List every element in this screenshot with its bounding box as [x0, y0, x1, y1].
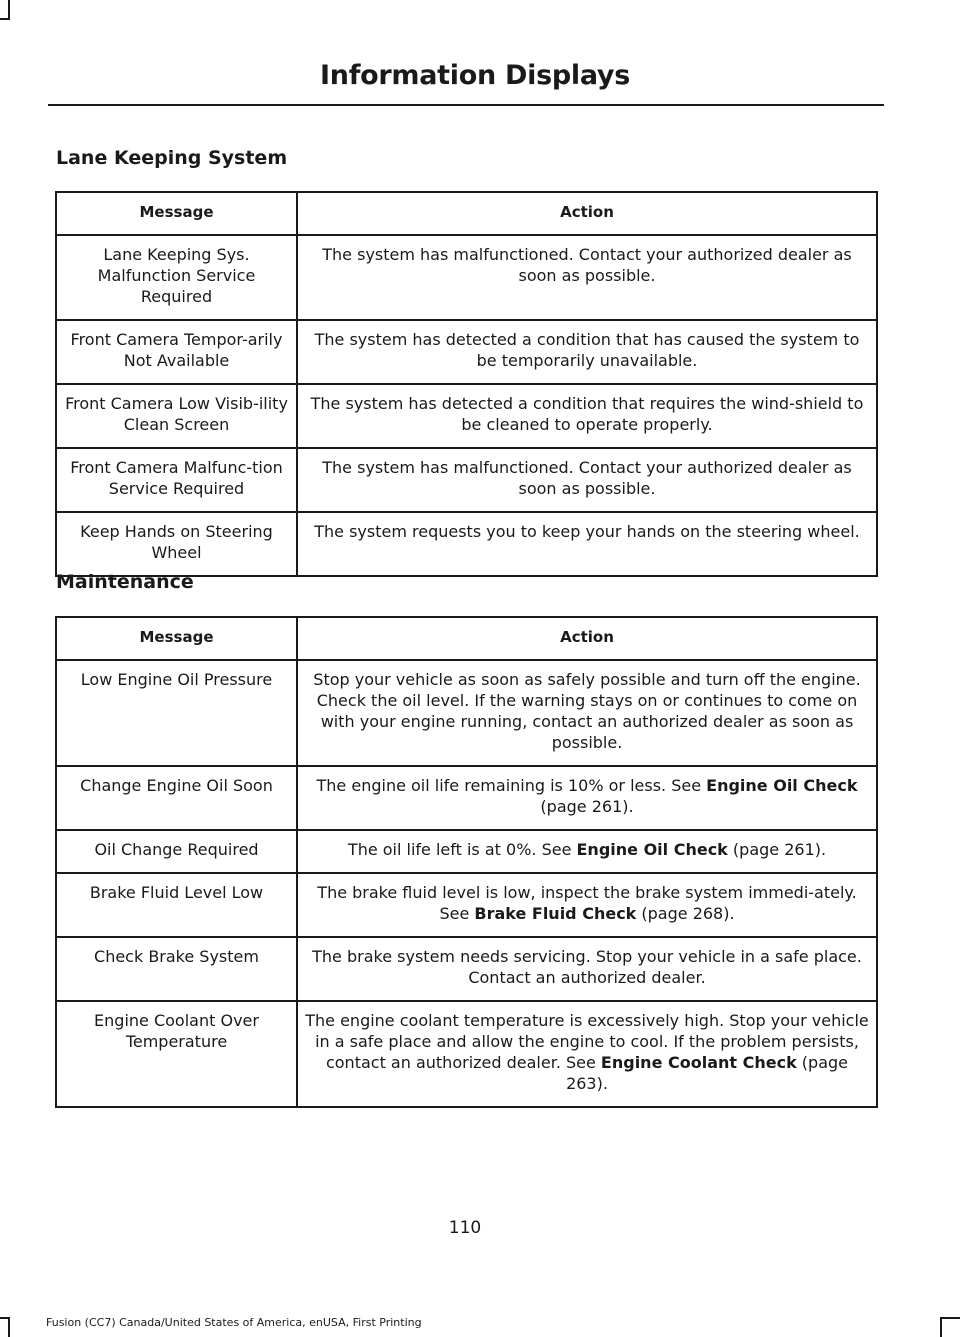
action-cell: The system has malfunctioned. Contact your authorized dealer as soon as possible.: [297, 235, 877, 320]
message-cell: Engine Coolant Over Temperature: [56, 1001, 297, 1107]
maintenance-table: [55, 616, 878, 1108]
message-cell: Check Brake System: [56, 937, 297, 1001]
table-row: [56, 830, 877, 873]
crop-mark-top-left-v: [8, 0, 10, 20]
message-cell: Front Camera Low Visib-ility Clean Screen: [56, 384, 297, 448]
table-row: [56, 937, 877, 1001]
page-reference-link[interactable]: Engine Oil Check: [706, 776, 858, 795]
action-cell: [297, 1001, 877, 1107]
message-cell: Oil Change Required: [56, 830, 297, 873]
crop-mark-top-left-h: [0, 18, 10, 20]
column-header-message: Message: [56, 192, 297, 235]
action-page-ref: (page 263).: [566, 1053, 849, 1093]
table-row: [56, 873, 877, 937]
table-header-row: [56, 192, 877, 235]
message-cell: Front Camera Tempor-arily Not Available: [56, 320, 297, 384]
table-row: [56, 384, 877, 448]
column-header-action: Action: [297, 192, 877, 235]
action-text: The oil life left is at 0%. See: [347, 840, 577, 859]
message-cell: Front Camera Malfunc-tion Service Required: [56, 448, 297, 512]
footer-edition-text: Fusion (CC7) Canada/United States of America, enUSA, First Printing: [46, 1316, 422, 1329]
action-cell: The system has malfunctioned. Contact your authorized dealer as soon as possible.: [297, 448, 877, 512]
table-row: [56, 766, 877, 830]
table-row: [56, 660, 877, 766]
header-divider: [48, 104, 884, 106]
page-reference-link[interactable]: Brake Fluid Check: [474, 904, 637, 923]
message-cell: Brake Fluid Level Low: [56, 873, 297, 937]
column-header-action: Action: [297, 617, 877, 660]
action-cell: The brake system needs servicing. Stop your vehicle in a safe place. Contact an authorized dealer.: [297, 937, 877, 1001]
action-text: The brake fluid level is low, inspect the brake system immedi-ately. See: [317, 883, 857, 923]
crop-mark-bottom-left-h: [0, 1317, 10, 1319]
table-row: [56, 320, 877, 384]
table-row: [56, 512, 877, 576]
column-header-message: Message: [56, 617, 297, 660]
table-row: [56, 235, 877, 320]
action-cell: Stop your vehicle as soon as safely possible and turn off the engine. Check the oil level. If the warning stays on or continues to come on with your engine running, contact an authorized dealer as soon as possible.: [297, 660, 877, 766]
page-reference-link[interactable]: Engine Coolant Check: [600, 1053, 797, 1072]
message-cell: Keep Hands on Steering Wheel: [56, 512, 297, 576]
action-cell: The system requests you to keep your hands on the steering wheel.: [297, 512, 877, 576]
page-reference-link[interactable]: Engine Oil Check: [576, 840, 728, 859]
crop-mark-bottom-left-v: [8, 1317, 10, 1337]
crop-mark-bottom-right-v: [940, 1317, 942, 1337]
action-cell: The system has detected a condition that has caused the system to be temporarily unavailable.: [297, 320, 877, 384]
action-cell: [297, 766, 877, 830]
crop-mark-bottom-right-h: [940, 1317, 960, 1319]
section-title-lane-keeping: Lane Keeping System: [56, 147, 288, 169]
action-cell: The system has detected a condition that requires the wind-shield to be cleaned to operate properly.: [297, 384, 877, 448]
action-text: The engine oil life remaining is 10% or less. See: [316, 776, 707, 795]
action-cell: [297, 830, 877, 873]
action-page-ref: (page 268).: [636, 904, 735, 923]
table-header-row: [56, 617, 877, 660]
action-cell: [297, 873, 877, 937]
action-page-ref: (page 261).: [540, 797, 634, 816]
page-header-title: Information Displays: [320, 60, 630, 91]
action-page-ref: (page 261).: [727, 840, 827, 859]
message-cell: Change Engine Oil Soon: [56, 766, 297, 830]
message-cell: Low Engine Oil Pressure: [56, 660, 297, 766]
message-cell: Lane Keeping Sys. Malfunction Service Required: [56, 235, 297, 320]
table-row: [56, 448, 877, 512]
table-row: [56, 1001, 877, 1107]
section-title-maintenance: Maintenance: [56, 571, 194, 593]
action-text: The engine coolant temperature is excessively high. Stop your vehicle in a safe place and allow the engine to cool. If the problem persists, contact an authorized dealer. See: [305, 1011, 869, 1072]
page-number: 110: [448, 1218, 482, 1238]
lane-keeping-table: [55, 191, 878, 577]
